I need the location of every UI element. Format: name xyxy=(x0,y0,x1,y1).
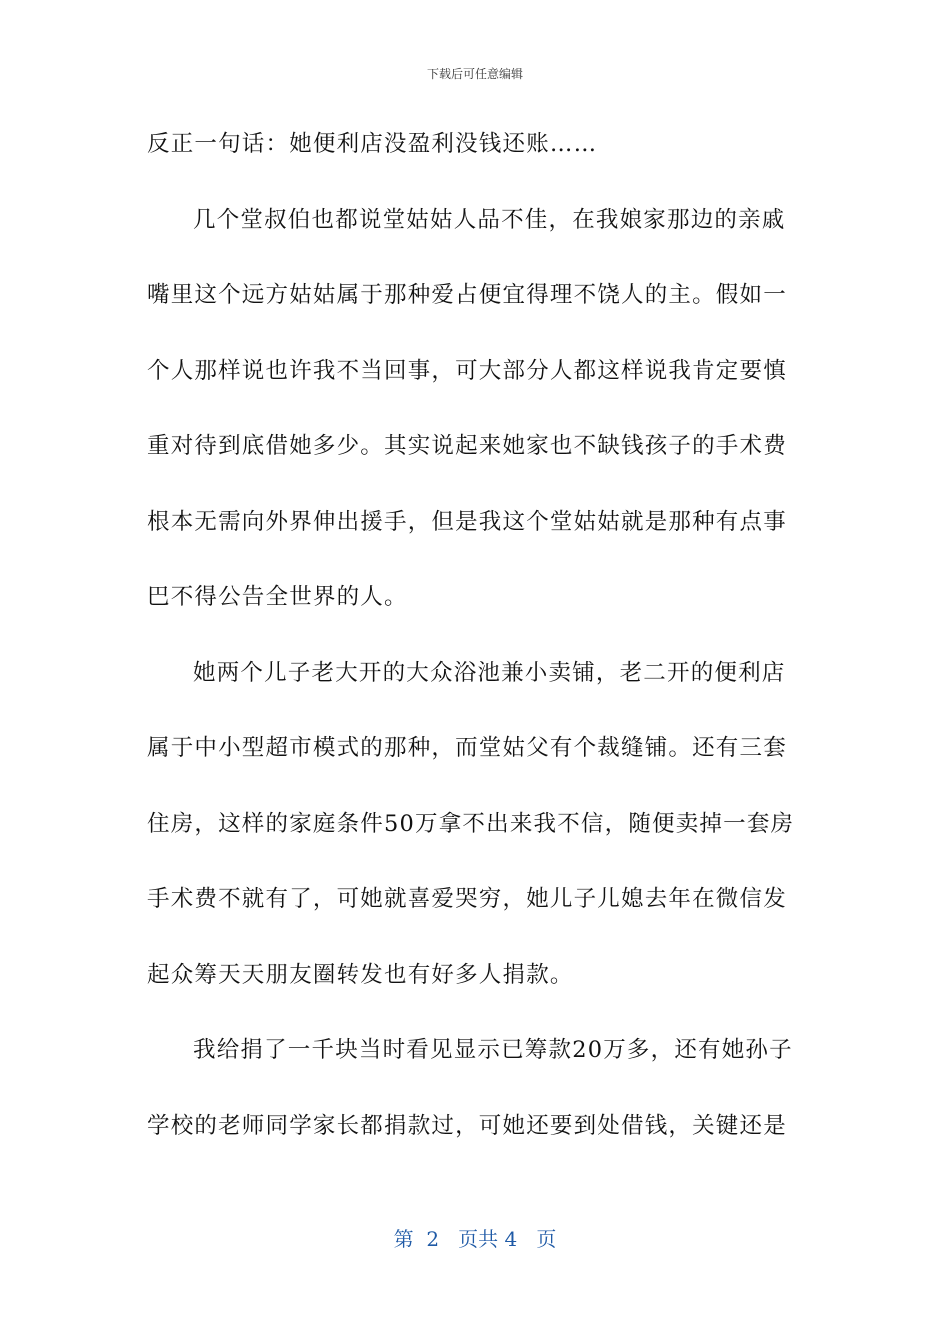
text-line: 住房，这样的家庭条件50万拿不出来我不信，随便卖掉一套房 xyxy=(147,810,795,837)
text-line: 学校的老师同学家长都捐款过，可她还要到处借钱，关键还是 xyxy=(147,1112,787,1139)
text-line: 她两个儿子老大开的大众浴池兼小卖铺，老二开的便利店 xyxy=(193,659,786,686)
text-line: 几个堂叔伯也都说堂姑姑人品不佳，在我娘家那边的亲戚 xyxy=(193,206,786,233)
text-line: 个人那样说也许我不当回事，可大部分人都这样说我肯定要慎 xyxy=(147,357,787,384)
text-line: 属于中小型超市模式的那种，而堂姑父有个裁缝铺。还有三套 xyxy=(147,735,787,761)
document-body xyxy=(147,124,807,1181)
text-line: 巴不得公告全世界的人。 xyxy=(147,584,408,610)
text-line: 我给捐了一千块当时看见显示已筹款20万多，还有她孙子 xyxy=(193,1037,793,1063)
text-line: 重对待到底借她多少。其实说起来她家也不缺钱孩子的手术费 xyxy=(147,433,787,459)
page-number-footer: 第 2 页共 4 页 xyxy=(393,1227,557,1251)
text-line: 反正一句话：她便利店没盈利没钱还账…… xyxy=(147,131,598,157)
text-line: 起众筹天天朋友圈转发也有好多人捐款。 xyxy=(147,961,574,988)
text-line: 根本无需向外界伸出援手，但是我这个堂姑姑就是那种有点事 xyxy=(147,508,787,535)
text-line: 嘴里这个远方姑姑属于那种爱占便宜得理不饶人的主。假如一 xyxy=(147,282,787,308)
text-line: 手术费不就有了，可她就喜爱哭穷，她儿子儿媳去年在微信发 xyxy=(147,886,787,912)
page-header: 下载后可任意编辑 xyxy=(426,67,523,81)
